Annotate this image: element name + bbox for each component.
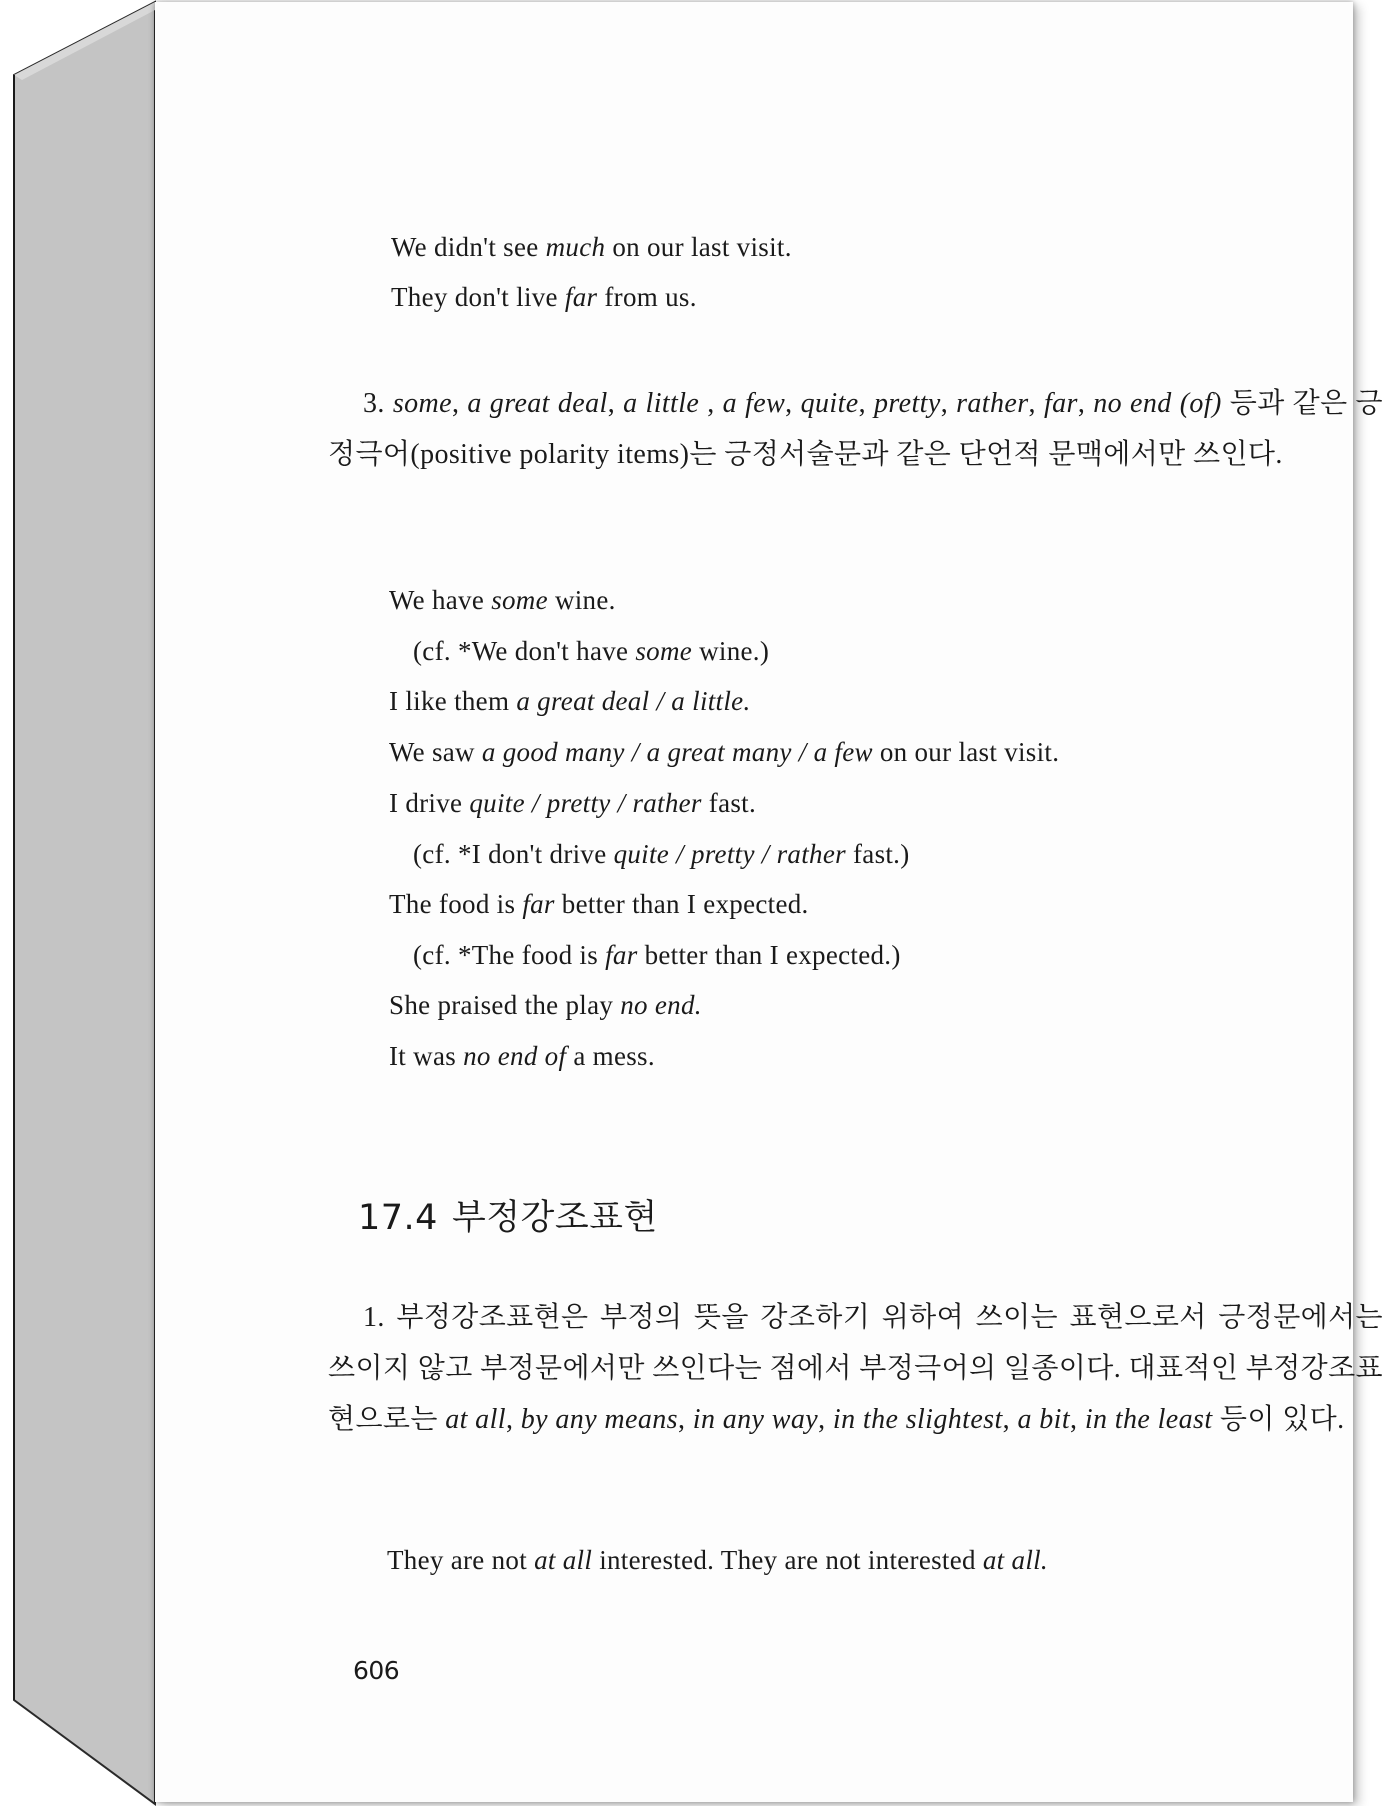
- example-line: [389, 788, 756, 819]
- text-run: The food is: [389, 889, 523, 919]
- example-line: [389, 737, 1059, 768]
- book-page: [155, 2, 1383, 1802]
- paragraph-1: [328, 1292, 1383, 1445]
- example-line: [389, 585, 616, 616]
- italic-text: a little: [623, 388, 700, 419]
- italic-text: quite: [800, 388, 859, 419]
- book-spine: [0, 0, 170, 1806]
- text-run: ,: [1028, 388, 1044, 419]
- text-run: on our last visit.: [605, 232, 792, 262]
- text-run: (cf. *I don't drive: [413, 839, 614, 869]
- italic-text: some: [491, 585, 548, 615]
- example-line: [413, 839, 910, 870]
- italic-text: a few: [722, 388, 786, 419]
- italic-text: in the least: [1084, 1404, 1213, 1435]
- italic-text: much: [545, 232, 606, 262]
- italic-text: far: [605, 940, 638, 970]
- text-run: better than I expected.: [554, 889, 809, 919]
- text-run: ,: [607, 388, 624, 419]
- text-run: ,: [785, 388, 801, 419]
- example-line: [389, 990, 702, 1021]
- text-run: from us.: [597, 282, 697, 312]
- italic-text: a great deal / a little.: [516, 686, 751, 716]
- italic-text: far: [1043, 388, 1078, 419]
- italic-text: a great deal: [467, 388, 608, 419]
- example-line: [389, 1041, 655, 1072]
- text-run: We have: [389, 585, 492, 615]
- text-run: I like them: [389, 686, 517, 716]
- section-number: 17.4: [358, 1198, 438, 1238]
- text-run: ,: [1077, 388, 1094, 419]
- example-line: [389, 889, 809, 920]
- text-run: We saw: [389, 737, 482, 767]
- example-line: [391, 282, 697, 313]
- italic-text: quite / pretty / rather: [613, 839, 846, 869]
- italic-text: far: [522, 889, 555, 919]
- paragraph-3: [328, 378, 1383, 480]
- text-run: 3.: [363, 388, 393, 419]
- italic-text: at all.: [982, 1545, 1048, 1575]
- page-number: 606: [353, 1656, 400, 1685]
- italic-text: a bit: [1017, 1404, 1071, 1435]
- section-title: 부정강조표현: [451, 1198, 658, 1238]
- italic-text: in the slightest: [832, 1404, 1003, 1435]
- text-run: better than I expected.): [637, 940, 901, 970]
- italic-text: quite / pretty / rather: [469, 788, 702, 818]
- text-run: ,: [940, 388, 957, 419]
- italic-text: far: [564, 282, 598, 312]
- italic-text: no end.: [620, 990, 702, 1020]
- italic-text: by any means: [520, 1404, 678, 1435]
- italic-text: at all: [445, 1404, 506, 1435]
- italic-text: rather: [956, 388, 1029, 419]
- section-heading: [358, 1190, 658, 1240]
- text-run: wine.: [547, 585, 616, 615]
- italic-text: pretty: [874, 388, 941, 419]
- text-run: ,: [1002, 1404, 1018, 1435]
- text-run: She praised the play: [389, 990, 621, 1020]
- example-line: [413, 636, 769, 667]
- text-run: We didn't see: [391, 232, 546, 262]
- italic-text: at all: [534, 1545, 593, 1575]
- text-run: They don't live: [391, 282, 565, 312]
- text-run: interested. They are not interested: [592, 1545, 983, 1575]
- text-run: ,: [858, 388, 875, 419]
- text-run: fast.: [701, 788, 757, 818]
- text-run: fast.): [845, 839, 910, 869]
- text-run: 등이 있다.: [1212, 1404, 1345, 1435]
- italic-text: some: [635, 636, 693, 666]
- text-run: ,: [451, 388, 468, 419]
- example-line: [413, 940, 901, 971]
- text-run: (cf. *The food is: [413, 940, 606, 970]
- text-run: 등과 같은 긍정극어(positive polarity items)는 긍정서술문과 같은 단언적 문맥에서만 쓰인다.: [328, 388, 1383, 470]
- text-run: ,: [818, 1404, 833, 1435]
- text-run: (cf. *We don't have: [413, 636, 636, 666]
- italic-text: in any way: [692, 1404, 819, 1435]
- text-run: ,: [699, 388, 723, 419]
- italic-text: a good many / a great many / a few: [481, 737, 873, 767]
- text-run: It was: [389, 1041, 464, 1071]
- italic-text: some: [392, 388, 452, 419]
- italic-text: no end (of): [1093, 388, 1222, 419]
- text-run: I drive: [389, 788, 470, 818]
- text-run: wine.): [692, 636, 770, 666]
- text-run: They are not: [387, 1545, 535, 1575]
- example-line: [391, 232, 792, 263]
- example-line: [387, 1545, 1048, 1576]
- example-line: [389, 686, 751, 717]
- text-run: ,: [677, 1404, 693, 1435]
- italic-text: no end of: [463, 1041, 567, 1071]
- text-run: ,: [505, 1404, 521, 1435]
- text-run: on our last visit.: [872, 737, 1060, 767]
- text-run: a mess.: [566, 1041, 655, 1071]
- text-run: 1. 부정강조표현은 부정의 뜻을 강조하기 위하여 쓰이는 표현으로서 긍정문에서는 쓰이지 않고 부정문에서만 쓰인다는 점에서 부정극어의 일종이다. 대표적인 부정강조표현으로는: [328, 1302, 1383, 1435]
- text-run: ,: [1070, 1404, 1085, 1435]
